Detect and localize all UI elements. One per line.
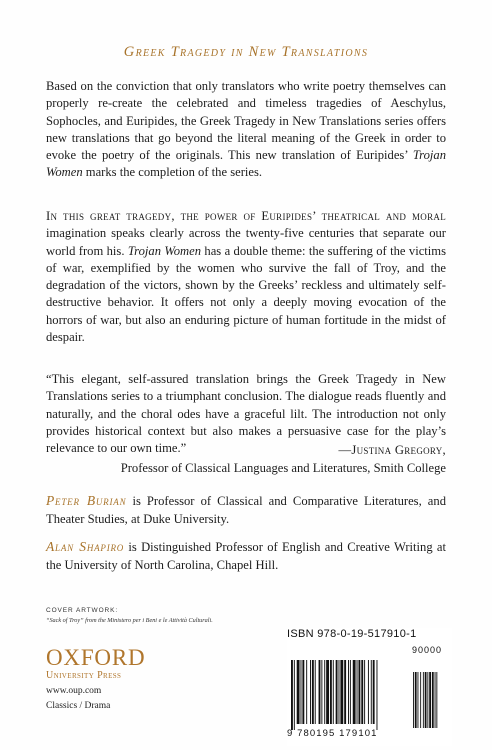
barcode-bar [340,660,343,724]
barcode-icon [287,644,452,730]
intro-text: Based on the conviction that only translators who write poetry themselves can properly re-create the celebrated and timeless tragedies of Aeschylus, Sophocles, and Euripides, the Greek Tragedy in New Translations series offers new translations that go beyond the literal meaning of the Greek in order to evoke the poetry of the originals. This new translation of Euripides’ [46,79,446,163]
barcode-bar [358,660,360,724]
addon-bar [425,672,427,728]
publisher-logo: OXFORD [46,645,146,670]
intro-paragraph [46,78,446,182]
barcode-bar [302,660,304,724]
barcode-bar [291,660,293,730]
review-quote: “This elegant, self-assured translation brings the Greek Tragedy in New Translations series to a triumphant conclusion. The dialogue reads fluently and naturally, and the choral odes have a graceful lilt. The introduction not only provides historical context but also makes a persuasive case for the play’s relevance to our own time.” [46,372,446,456]
barcode-bar [339,660,340,724]
barcode-bar [326,660,329,724]
book-category: Classics / Drama [46,701,111,711]
cover-artwork-label: COVER ARTWORK: [46,607,119,614]
addon-bar [420,672,421,728]
price-addon-code: 90000 [412,645,443,655]
review-attribution-affiliation: Professor of Classical Languages and Literatures, Smith College [120,461,446,475]
author-name: Alan Shapiro [46,539,125,554]
intro-book-title: Trojan Women [46,148,446,180]
barcode-bar [377,660,378,730]
barcode-bar [350,660,351,724]
author-bio-shapiro [46,538,446,574]
barcode-bar [348,660,349,724]
barcode-bar [364,660,365,724]
addon-bar [423,672,424,728]
barcode-bar [357,660,358,724]
review-attribution-name: —Justina Gregory, [338,443,446,457]
barcode-bar [336,660,338,724]
description-book-title: Trojan Women [127,243,202,258]
barcode-bar [324,660,325,724]
intro-text-end: marks the completion of the series. [82,165,263,180]
description-text-end: has a double theme: the suffering of the victims of war, exemplified by the women who survive the fall of Troy, and the degradation of the victors, shown by the Greeks’ reckless and ultimately self-destructive behavior. It offers not only a deeply moving evocation of the horrors of war, but also an enduring picture of human fortitude in the midst of despair. [46,243,446,345]
barcode-bar [306,660,307,724]
publisher-subname: University Press [46,670,122,681]
addon-bar [432,672,434,728]
cover-artwork-credit: “Sack of Troy” from the Ministero per i Beni e le Attività Culturali. [46,617,213,624]
description-text: imagination speaks clearly across the twenty-five centuries that separate our world from his. [46,226,446,258]
description-paragraph [46,208,446,346]
addon-bar [427,672,428,728]
barcode-bar [371,660,372,724]
isbn-number: ISBN 978-0-19-517910-1 [287,628,417,640]
barcode-bar [373,660,375,724]
barcode-bar [330,660,332,724]
barcode-bar [297,660,300,724]
addon-bar [435,672,436,728]
addon-bar [413,672,414,728]
barcode-bar [344,660,346,724]
barcode-bar [353,660,356,724]
author-name: Peter Burian [46,493,127,508]
barcode-block [287,628,452,746]
ean-digits: 9 780195 179101 [287,728,378,739]
series-title: Greek Tragedy in New Translations [123,44,369,60]
author-bio-burian [46,492,446,528]
addon-bar [436,672,437,728]
addon-bar [418,672,419,728]
barcode-bar [368,660,369,724]
barcode-bar [361,660,363,724]
addon-bar [415,672,417,728]
barcode-bar [315,660,316,724]
barcode-bar [319,660,321,724]
barcode-bar [294,660,295,730]
author-bio-text: is Professor of Classical and Comparative Literatures, and Theater Studies, at Duke University. [46,494,446,526]
author-bio-text: is Distinguished Professor of English and Creative Writing at the University of North Carolina, Chapel Hill. [46,540,446,572]
barcode-bar [301,660,302,724]
addon-bar [429,672,431,728]
description-lead: In this great tragedy, the power of Euripides’ theatrical and moral [46,209,446,223]
publisher-url: www.oup.com [46,686,102,696]
barcode-bar [333,660,334,724]
barcode-bar [312,660,314,724]
barcode-bar [321,660,322,724]
barcode-bar [310,660,311,724]
